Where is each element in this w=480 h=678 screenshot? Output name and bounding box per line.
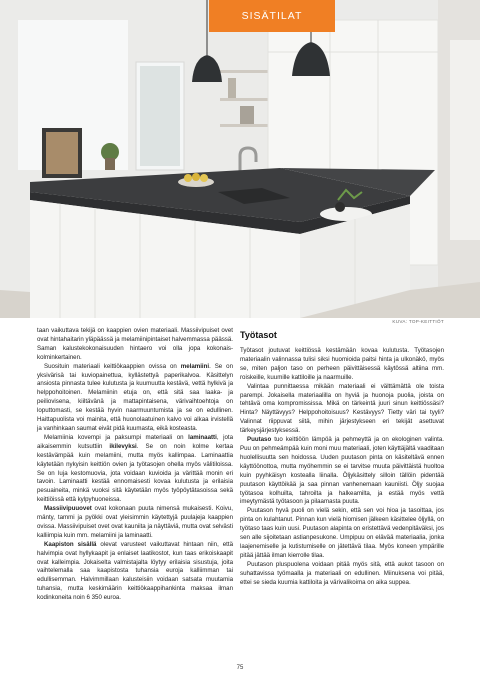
section-heading: Työtasot [240,330,277,340]
right-column [240,329,444,587]
kitchen-photo [0,0,480,318]
left-column [37,327,233,603]
paragraph: taan vaikuttava tekijä on kaappien ovien materiaali. Massiivipuiset ovet ovat hintahaitarin yläpäässä ja melamiinipintaiset halvemmassa päässä. Saman kalustekokonaisuuden hintaero voi olla jopa kokonais- kolminkertainen. [37,327,233,361]
paragraph: Kaapiston sisällä olevat varusteet vaikuttavat hintaan niin, että halvimpia ovat hyllykaapit ja enlaiset laatikostot, kun taas erikoiskaapit ovat kalleimpia. Jokaiselta valmistajalta löytyy erilaisia sisustuja, joita vaihtelemalla saa kaapistosta tuhansia euroja kalliimman tai edullisemman. Halvimmillaan kalusteisiin voidaan satsata muutamia tuhansia, mutta keskimäärin keittiökaappihankinta maksaa ilman kodinkoneita noin 6 350 euroa. [37,540,234,602]
kitchen-illustration [0,0,480,318]
paragraph: Melamiinia kovempi ja paksumpi materiaali on laminaatti, jota aikaisemmin kutsuttiin ikilevyksi. Se on noin kolme kertaa kestävämpää kuin melamiini, mutta myös kallimpaa. Laminaattia käytetään nykyisin keittiön ovien ja työtasojen ohella myös välitiloissa. Se on luja kestomuovia, jota voidaan kuvioida ja värittää monin eri tavoin. Laminaatti kestää ennomaisesti kovaa kulutusta ja erilaisia pesuaineita, minkä vuoksi sitä käytetään myös työpöytätasoissa sekä keittiöissä että kylpyhuoneissa. [37,433,233,504]
page-number: 75 [236,665,244,671]
paragraph: Työtasot joutuvat keittiössä kestämään kovaa kulutusta. Työtasojen materiaalin valinnassa tulisi siksi huomioida paitsi hinta ja ulkonäkö, myös se, miten paljon taso on perheen päivittäisessä käytössä altiina mm. roiskeille, kuumille kattiloille ja naarmuille. [240,347,444,381]
paragraph: Suosituin materiaali keittiökaappien ovissa on melamiini. Se on yksivärisä tai kuviopainettua, kyllästettyä paperikalvoa. Käsittelyn ansiosta pinnasta tulee kulutusta ja kuumuutta kestävä, vettä hylkivä ja helppohoitoinen. Melamiinin etuja on, että sitä saa laaka- ja peiliovisena, kiiltävänä ja mattapintaisena, värivaihtoehtoja on loputtomasti, se kestää hyvin naarmuuntumista ja se on edullinen. Haittapuolista voi mainita, että huonolaatuinen kalvo voi alkaa irvistellä ja vanhinkaan saumat eivät pidä kuumasta, eikä kosteasta. [37,362,233,432]
section-tag: SISÄTILAT [209,0,335,32]
paragraph: Puutason hyvä puoli on vielä sekin, että sen voi hioa ja tasoittaa, jos pinta on kulahtanut. Pinnan kun vielä hiomisen jälkeen käsittelee öljyllä, on työtaso taas kuin uusi. Puutason alapinta on eristettävä vedenpitäväksi, jos sen alle sijoitetaan astianpesukone. Umpipuu on elävää materiaalia, jonka laajenemiselle ja kutistumiselle on jätettävä tilaa. Myös koneen ympärille pitää jättää ilman kierrolle tilaa. [240,507,444,559]
paragraph: Puutason pluspuolena voidaan pitää myös sitä, että aukot tasoon on suhattavissa työmaalla ja materiaali on edullinen. Miinuksena voi pitää, ettei se sieda kuumia kattiloita ja värivalikoima on aika suppea. [240,560,444,586]
paragraph: Puutaso tuo keittiöön lämpöä ja pehmeyttä ja on ekologinen valinta. Puu on pehmeämpää kuin moni muu materiaali, joten käyttäjältä vaaditaan huolellisuutta sen hoidossa. Uuden puutason pinta on käsiteltävä ennen käyttöönottoa, mutta myöhemmin se ei tarvitse muuta päivittäistä huoltoa kuin pyyhkäisyn kostealla liinalla. Öljykäsittely silloin tällöin pidentää puutason käyttöikää ja saa pinnan vanhenemaan kauniisti. Öljy suojaa työtasoa kolhuilta, tahroilta ja halkeamilta, ja estää myös vettä imeytymästä työtasoon ja pilaamasta puuta. [240,436,444,506]
photo-caption: KUVA: TOP-KEITTIÖT [392,319,444,324]
paragraph: Valintaa punnittaessa mikään materiaali ei välttämättä ole toista parempi. Jokaisella materiaalilla on hyviä ja huonoja puolia, joista on tehtävä oma kompromississa. Mikä on tärkeintä juuri sinun keittiössäsi? Hinta? Näyttävyys? Helppohoitoisuus? Kestävyys? Tietty väri tai tyyli? Valinnat riippuvat siitä, mihin järjestykseen eri tekijät asettuvat tärkeysjärjestyksessä. [240,382,444,435]
paragraph: Massiivipuuovet ovat kokonaan puuta nimensä mukaisesti. Koivu, mänty, tammi ja pyökki ovat yleisimmin käytettyjä puulajeja kaappien ovissa. Massiivipuiset ovet ovat kauniita ja näyttäviä, mutta ovat selvästi kalliimpia kuin mm. melamiini ja laminaatti. [37,505,233,539]
